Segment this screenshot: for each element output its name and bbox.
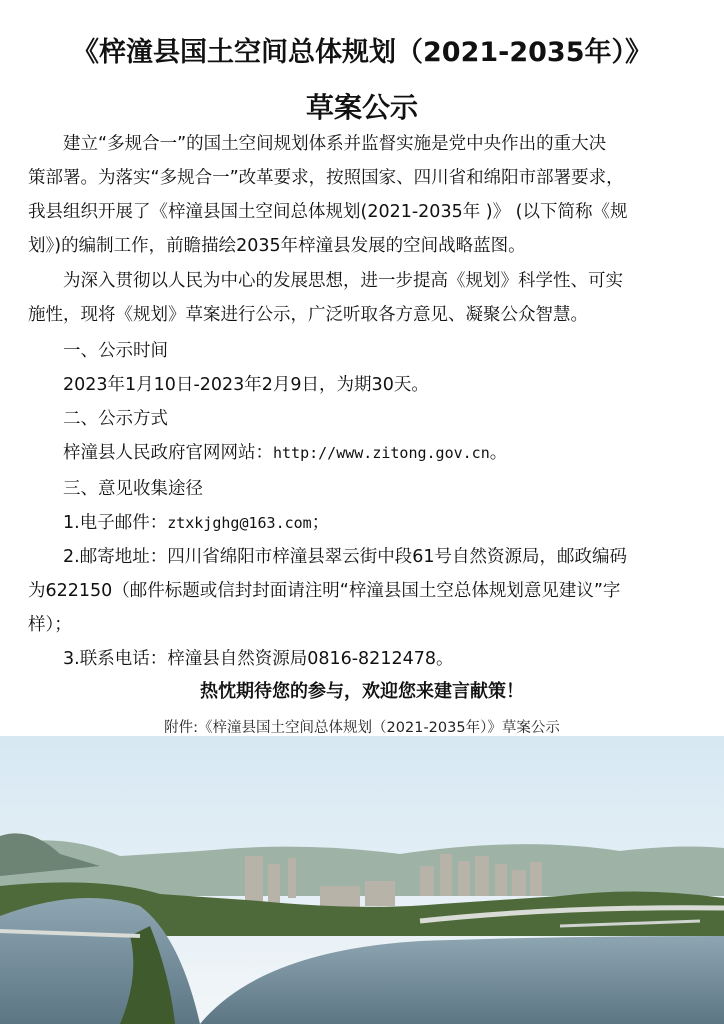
purpose-line: 施性，现将《规划》草案进行公示，广泛听取各方意见、凝聚公众智慧。	[28, 305, 588, 325]
purpose-paragraph	[28, 264, 698, 332]
email-line-end: ；	[311, 513, 330, 533]
section-feedback-channels	[28, 472, 698, 676]
website-line	[28, 436, 698, 470]
section-heading: 三、意见收集途径	[63, 479, 203, 499]
website-line-end: 。	[489, 443, 508, 463]
city-panorama-photo	[0, 736, 724, 1024]
email-line	[28, 506, 698, 540]
intro-line: 我县组织开展了《梓潼县国土空间总体规划(2021-2035年 )》 (以下简称《规	[28, 202, 628, 222]
website-label: 梓潼县人民政府官网网站：	[63, 443, 273, 463]
intro-line: 策部署。为落实“多规合一”改革要求，按照国家、四川省和绵阳市部署要求，	[28, 168, 624, 188]
email-link[interactable]: ztxkjghg@163.com	[167, 514, 312, 532]
phone-line: 3.联系电话：梓潼县自然资源局0816-8212478。	[63, 649, 454, 669]
mail-address-line: 样）；	[28, 615, 72, 635]
email-label: 1.电子邮件：	[63, 513, 168, 533]
website-link[interactable]: http://www.zitong.gov.cn	[273, 444, 490, 462]
mail-address-line: 为622150（邮件标题或信封封面请注明“梓潼县国土空总体规划意见建议”字	[28, 581, 621, 601]
attachment-caption: 附件:《梓潼县国土空间总体规划（2021-2035年）》草案公示	[164, 720, 560, 736]
mail-address-line: 2.邮寄地址：四川省绵阳市梓潼县翠云街中段61号自然资源局，邮政编码	[63, 547, 627, 567]
section-heading: 二、公示方式	[63, 409, 168, 429]
section-publicity-method	[28, 402, 698, 470]
intro-line: 建立“多规合一”的国土空间规划体系并监督实施是党中央作出的重大决	[63, 134, 607, 154]
closing-slogan: 热忱期待您的参与，欢迎您来建言献策！	[200, 681, 524, 702]
intro-line: 划》)的编制工作，前瞻描绘2035年梓潼县发展的空间战略蓝图。	[28, 236, 526, 256]
intro-paragraph	[28, 127, 698, 263]
document-title: 《梓潼县国土空间总体规划（2021-2035年）》	[72, 37, 652, 68]
section-heading: 一、公示时间	[63, 341, 168, 361]
publicity-period: 2023年1月10日-2023年2月9日，为期30天。	[63, 375, 429, 395]
section-publicity-time	[28, 334, 698, 402]
purpose-line: 为深入贯彻以人民为中心的发展思想，进一步提高《规划》科学性、可实	[63, 271, 623, 291]
document-subtitle: 草案公示	[305, 91, 418, 124]
